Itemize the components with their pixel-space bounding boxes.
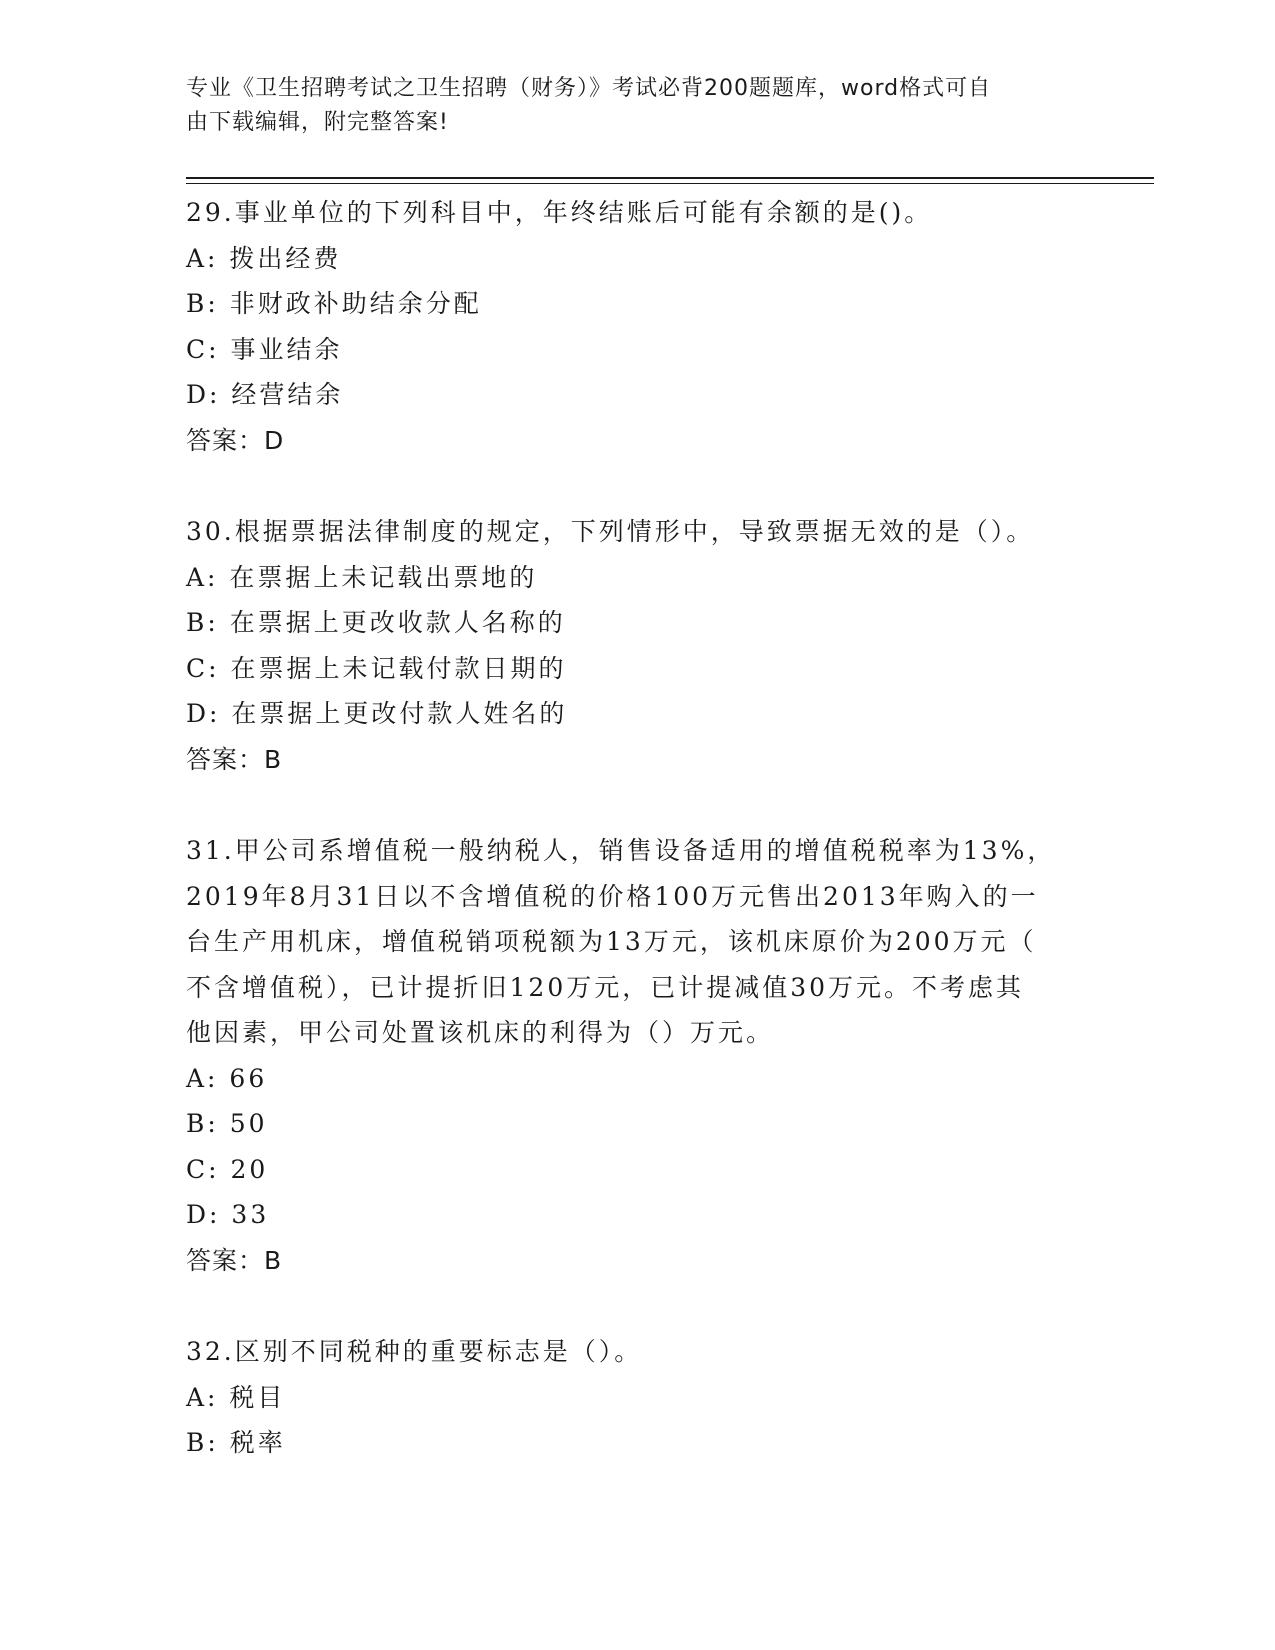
- option-b: B: 税率: [186, 1428, 286, 1457]
- option-a: A: 税目: [186, 1382, 286, 1412]
- header-divider-thick: [186, 177, 1154, 179]
- question-29: [186, 190, 1086, 463]
- header-divider-thin: [186, 183, 1154, 184]
- option-d: D: 33: [186, 1200, 270, 1229]
- question-30: [186, 509, 1086, 782]
- header-line-2: 由下载编辑，附完整答案!: [186, 110, 449, 135]
- question-list: [186, 190, 1086, 1512]
- document-header: [186, 72, 1066, 140]
- question-text-line-4: 不含增值税），已计提折旧120万元，已计提减值30万元。不考虑其: [186, 972, 1025, 1002]
- question-32: [186, 1329, 1086, 1466]
- option-b: B: 50: [186, 1109, 268, 1138]
- question-text-line-5: 他因素，甲公司处置该机床的利得为（）万元。: [186, 1018, 775, 1047]
- header-line-1: 专业《卫生招聘考试之卫生招聘（财务）》考试必背200题题库，word格式可自: [186, 76, 992, 101]
- answer-line: 答案：B: [186, 1245, 283, 1275]
- question-text: 29.事业单位的下列科目中，年终结账后可能有余额的是()。: [186, 198, 933, 227]
- option-d: D: 在票据上更改付款人姓名的: [186, 699, 568, 728]
- option-c: C: 事业结余: [186, 334, 343, 364]
- option-a: A: 在票据上未记载出票地的: [186, 562, 538, 592]
- option-c: C: 20: [186, 1154, 269, 1184]
- option-b: B: 在票据上更改收款人名称的: [186, 608, 566, 637]
- option-d: D: 经营结余: [186, 380, 344, 409]
- answer-line: 答案：B: [186, 744, 283, 774]
- question-text-line-3: 台生产用机床，增值税销项税额为13万元，该机床原价为200万元（: [186, 927, 1037, 956]
- option-b: B: 非财政补助结余分配: [186, 289, 482, 318]
- option-a: A: 拨出经费: [186, 243, 342, 273]
- answer-line: 答案：D: [186, 425, 285, 455]
- question-text: 30.根据票据法律制度的规定，下列情形中，导致票据无效的是（）。: [186, 517, 1035, 546]
- question-text-line-1: 31.甲公司系增值税一般纳税人，销售设备适用的增值税税率为13%，: [186, 836, 1056, 865]
- question-31: [186, 828, 1086, 1283]
- question-text: 32.区别不同税种的重要标志是（）。: [186, 1337, 643, 1366]
- option-a: A: 66: [186, 1063, 268, 1093]
- option-c: C: 在票据上未记载付款日期的: [186, 653, 567, 683]
- question-text-line-2: 2019年8月31日以不含增值税的价格100万元售出2013年购入的一: [186, 881, 1039, 911]
